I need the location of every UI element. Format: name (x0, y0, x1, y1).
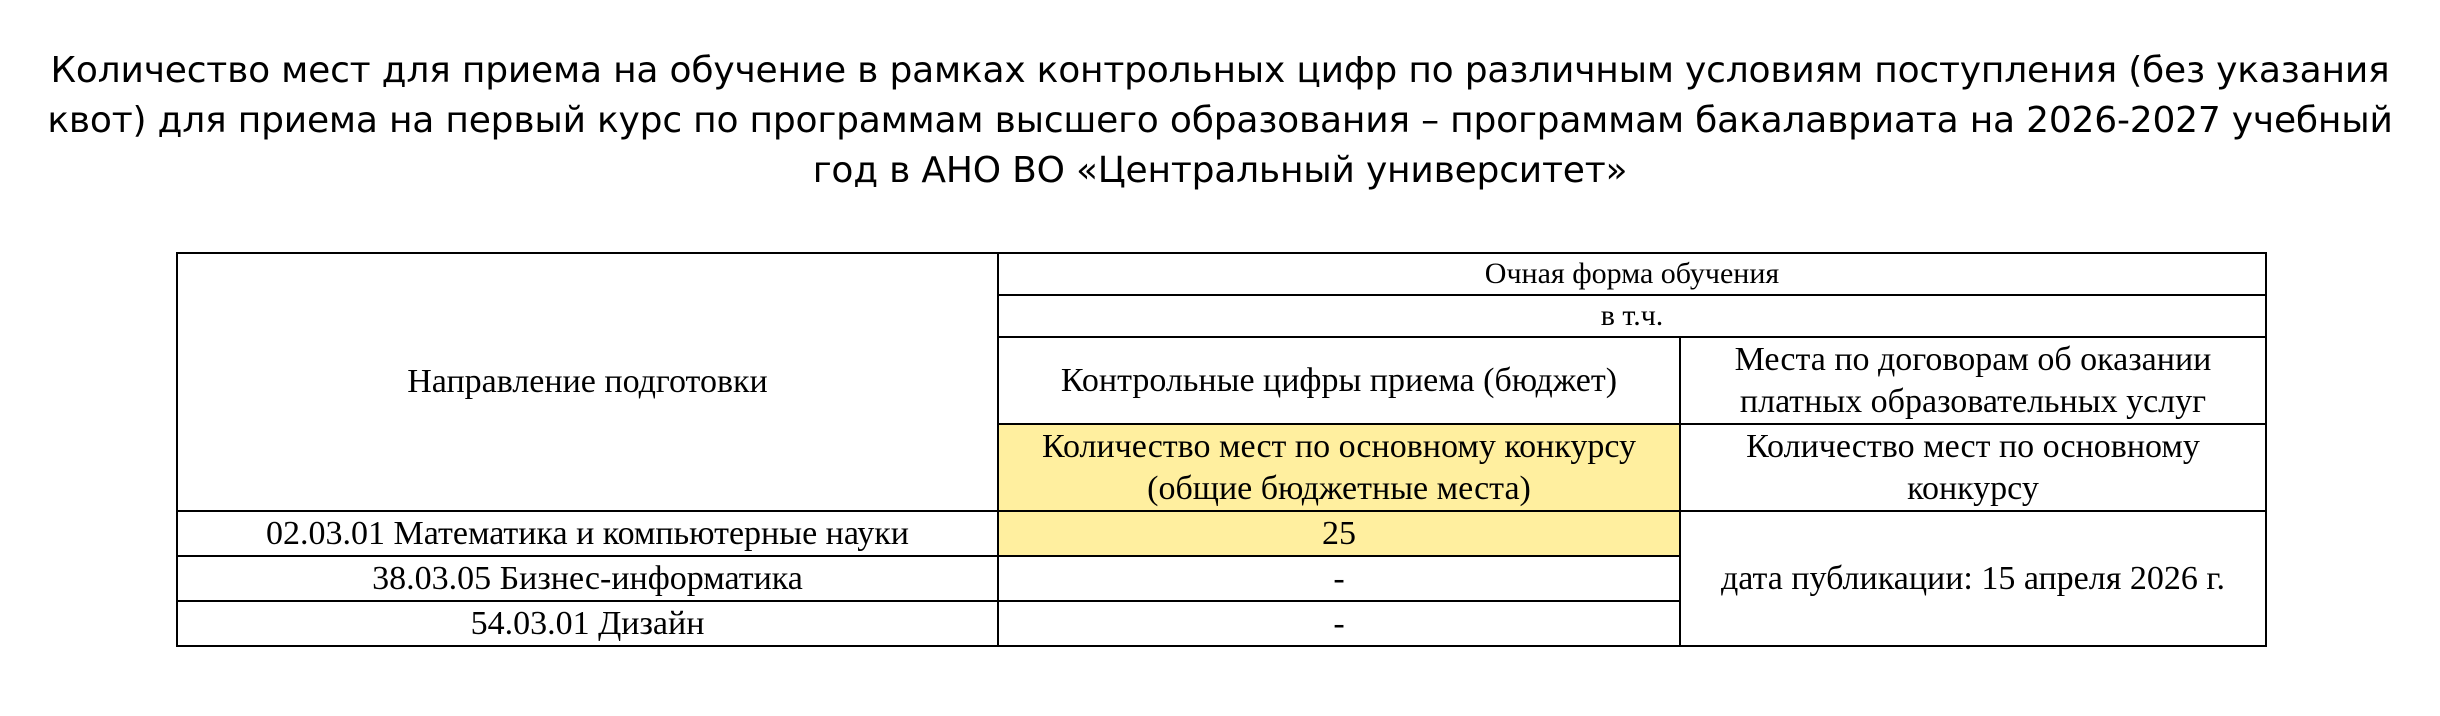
table-row (177, 511, 2266, 556)
header-row-form (177, 253, 2266, 295)
document-title: Количество мест для приема на обучение в рамках контрольных цифр по различным условиям поступления (без указания квот) для приема на первый курс по программам высшего образования – программам бакалавриата на 2026-2027 учебный год в АНО ВО «Центральный университет» (47, 50, 2393, 191)
row-budget-value: - (998, 556, 1680, 601)
row-budget-value: - (998, 601, 1680, 646)
row-direction: 38.03.05 Бизнес-информатика (177, 556, 998, 601)
header-including: в т.ч. (998, 295, 2266, 337)
row-budget-value: 25 (998, 511, 1680, 556)
header-budget-seats: Количество мест по основному конкурсу (общие бюджетные места) (998, 424, 1680, 511)
admission-table (176, 252, 2267, 647)
header-study-form: Очная форма обучения (998, 253, 2266, 295)
header-paid: Места по договорам об оказании платных образовательных услуг (1680, 337, 2266, 424)
header-paid-seats: Количество мест по основному конкурсу (1680, 424, 2266, 511)
paid-publication-note: дата публикации: 15 апреля 2026 г. (1680, 511, 2266, 646)
row-direction: 54.03.01 Дизайн (177, 601, 998, 646)
header-budget: Контрольные цифры приема (бюджет) (998, 337, 1680, 424)
header-direction: Направление подготовки (177, 253, 998, 511)
row-direction: 02.03.01 Математика и компьютерные науки (177, 511, 998, 556)
